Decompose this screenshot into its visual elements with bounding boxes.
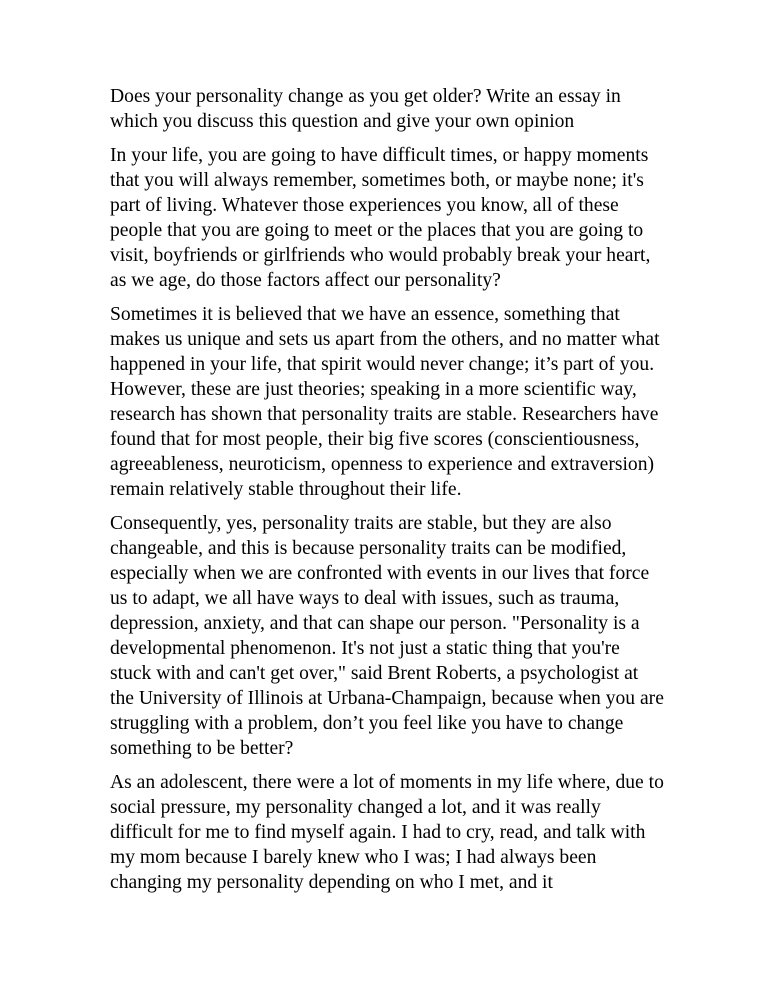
paragraph-adolescent: As an adolescent, there were a lot of moments in my life where, due to social pressure, my personality changed a lot, and it was really difficult for me to find myself again. I had to cry, read, and talk with my mom because I barely knew who I was; I had always been changing my personality depending on who I met, and it [110,772,664,893]
essay-prompt: Does your personality change as you get older? Write an essay in which you discuss this question and give your own opinion [110,86,621,132]
document-page [110,84,665,904]
paragraph-changeable: Consequently, yes, personality traits are stable, but they are also changeable, and this is because personality traits can be modified, especially when we are confronted with events in our lives that force us to adapt, we all have ways to deal with issues, such as trauma, depression, anxiety, and that can shape our person. "Personality is a developmental phenomenon. It's not just a static thing that you're stuck with and can't get over," said Brent Roberts, a psychologist at the University of Illinois at Urbana-Champaign, because when you are struggling with a problem, don’t you feel like you have to change something to be better? [110,513,664,759]
paragraph-essence: Sometimes it is believed that we have an essence, something that makes us unique and sets us apart from the others, and no matter what happened in your life, that spirit would never change; it’s part of you. However, these are just theories; speaking in a more scientific way, research has shown that personality traits are stable. Researchers have found that for most people, their big five scores (conscientiousness, agreeableness, neuroticism, openness to experience and extraversion) remain relatively stable throughout their life. [110,304,660,500]
paragraph-intro: In your life, you are going to have difficult times, or happy moments that you will always remember, sometimes both, or maybe none; it's part of living. Whatever those experiences you know, all of these people that you are going to meet or the places that you are going to visit, boyfriends or girlfriends who would probably break your heart, as we age, do those factors affect our personality? [110,145,651,291]
